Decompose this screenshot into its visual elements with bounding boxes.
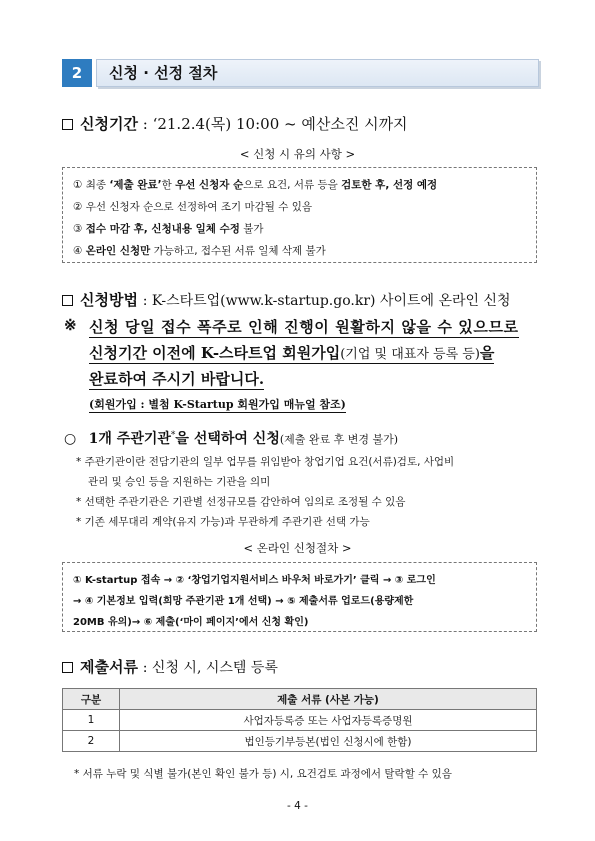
checkbox-square-icon [62, 662, 73, 673]
steps-box [62, 562, 537, 632]
table-row [63, 731, 537, 752]
step-line-2: → ④ 기본정보 입력(희망 주관기관 1개 선택) → ⑤ 제출서류 업로드(용량제한 [73, 596, 414, 607]
agency-note-2: 관리 및 승인 등을 지원하는 기관을 의미 [88, 476, 271, 488]
table-header-cell: 구분 [63, 689, 120, 710]
docs-label: 제출서류 [80, 658, 138, 676]
period-value: : ‘21.2.4(목) 10:00 ~ 예산소진 시까지 [142, 115, 408, 133]
agency-note-3: * 선택한 주관기관은 기관별 선정규모를 감안하여 임의로 조정될 수 있음 [76, 496, 406, 508]
section-header [62, 59, 537, 87]
checkbox-square-icon [62, 295, 73, 306]
method-label: 신청방법 [80, 291, 138, 309]
warning-mark: ※ [64, 316, 77, 334]
warning-line-2: 신청기간 이전에 K-스타트업 회원가입(기업 및 대표자 등록 등)을 [89, 344, 495, 362]
docs-value: : 신청 시, 시스템 등록 [142, 660, 278, 676]
docs-footnote: * 서류 누락 및 식별 불가(본인 확인 불가 등) 시, 요건검토 과정에서 탈락할 수 있음 [74, 768, 452, 780]
section-title: 신청 · 선정 절차 [109, 64, 218, 82]
table-cell: 1 [63, 710, 120, 731]
agency-heading: ○ 1개 주관기관*을 선택하여 신청(제출 완료 후 변경 불가) [64, 430, 399, 447]
docs-heading [62, 656, 278, 677]
method-heading [62, 289, 511, 310]
table-header-cell: 제출 서류 (사본 가능) [120, 689, 537, 710]
period-note-2: ② 우선 신청자 순으로 선정하여 조기 마감될 수 있음 [73, 201, 312, 213]
step-line-3: 20MB 유의)→ ⑥ 제출(‘마이 페이지’에서 신청 확인) [73, 617, 309, 628]
agency-note-1: * 주관기관이란 전담기관의 일부 업무를 위임받아 창업기업 요건(서류)검토, 사업비 [76, 456, 455, 468]
period-note-1: ① 최종 ‘제출 완료’한 우선 신청자 순으로 요건, 서류 등을 검토한 후, 선정 예정 [73, 179, 438, 191]
period-heading [62, 113, 408, 134]
table-cell: 사업자등록증 또는 사업자등록증명원 [120, 710, 537, 731]
table-header-row [63, 689, 537, 710]
table-row [63, 710, 537, 731]
section-title-box [96, 59, 539, 87]
period-label: 신청기간 [80, 115, 138, 133]
step-line-1: ① K-startup 접속 → ② ‘창업기업지원서비스 바우처 바로가기’ 클릭 → ③ 로그인 [73, 575, 436, 586]
agency-note-4: * 기존 세무대리 계약(유지 가능)과 무관하게 주관기관 선택 가능 [76, 516, 370, 528]
section-number: 2 [62, 59, 92, 87]
warning-line-1: 신청 당일 접수 폭주로 인해 진행이 원활하지 않을 수 있으므로 [89, 318, 519, 336]
period-note-4: ④ 온라인 신청만 가능하고, 접수된 서류 일체 삭제 불가 [73, 245, 326, 257]
method-value: : K-스타트업(www.k-startup.go.kr) 사이트에 온라인 신청 [142, 293, 511, 309]
period-note-3: ③ 접수 마감 후, 신청내용 일체 수정 불가 [73, 223, 264, 235]
period-notes-title: < 신청 시 유의 사항 > [239, 147, 356, 161]
steps-title: < 온라인 신청절차 > [243, 541, 352, 555]
checkbox-square-icon [62, 119, 73, 130]
table-cell: 법인등기부등본(법인 신청시에 한함) [120, 731, 537, 752]
warning-line-3: 완료하여 주시기 바랍니다. [89, 370, 265, 388]
page-number: - 4 - [287, 800, 308, 812]
period-notes-box [62, 167, 537, 263]
table-cell: 2 [63, 731, 120, 752]
bullet-circle-icon: ○ [64, 431, 77, 447]
docs-table [62, 688, 537, 752]
warning-ref: (회원가입 : 별첨 K-Startup 회원가입 매뉴얼 참조) [89, 398, 346, 411]
